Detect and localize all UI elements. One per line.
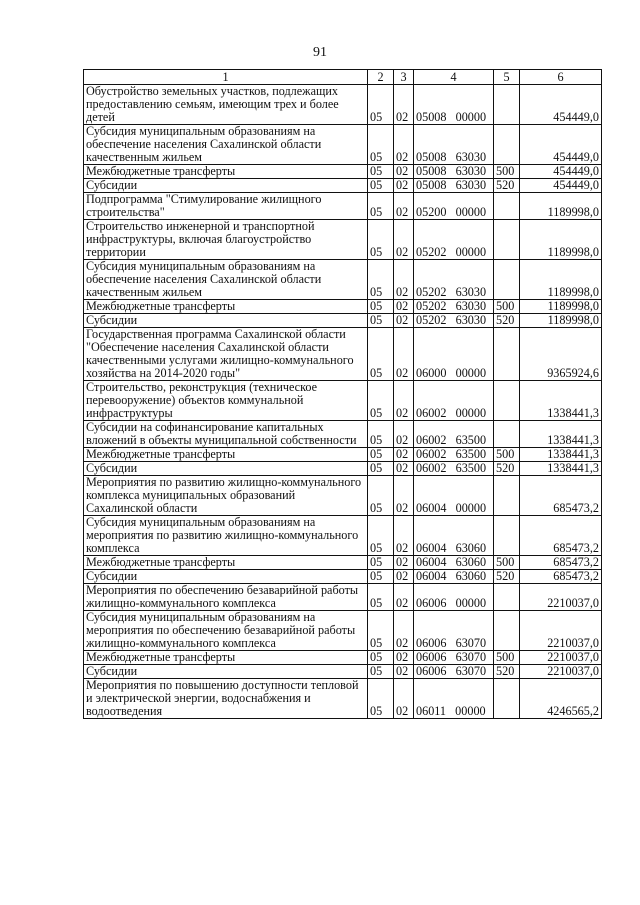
row-expense-type-code bbox=[494, 220, 520, 260]
row-name: Межбюджетные трансферты bbox=[84, 651, 368, 665]
row-target-article-code bbox=[414, 421, 494, 448]
row-target-article-code bbox=[414, 381, 494, 421]
row-expense-type-code: 520 bbox=[494, 665, 520, 679]
target-article-part-2: 63030 bbox=[455, 299, 487, 313]
target-article-part-1: 06006 bbox=[416, 596, 447, 610]
row-section-code: 05 bbox=[368, 611, 394, 651]
table-row bbox=[84, 611, 602, 651]
target-article-part-1: 05008 bbox=[416, 110, 447, 124]
target-article-part-2: 00000 bbox=[455, 501, 487, 515]
row-subsection-code: 02 bbox=[394, 448, 414, 462]
target-article-part-2: 63060 bbox=[455, 569, 487, 583]
row-amount: 1338441,3 bbox=[520, 448, 602, 462]
target-article-part-2: 00000 bbox=[455, 704, 486, 718]
row-amount: 685473,2 bbox=[520, 556, 602, 570]
row-amount: 2210037,0 bbox=[520, 584, 602, 611]
row-expense-type-code: 500 bbox=[494, 556, 520, 570]
header-col-1: 1 bbox=[84, 70, 368, 85]
table-row bbox=[84, 193, 602, 220]
target-article-part-1: 06004 bbox=[416, 555, 447, 569]
row-expense-type-code bbox=[494, 679, 520, 719]
row-name: Строительство, реконструкция (техническое перевооружение) объектов коммунальной инфраструктуры bbox=[84, 381, 368, 421]
row-section-code: 05 bbox=[368, 85, 394, 125]
row-name: Субсидии на софинансирование капитальных вложений в объекты муниципальной собственности bbox=[84, 421, 368, 448]
table-row bbox=[84, 584, 602, 611]
target-article-part-2: 00000 bbox=[455, 406, 487, 420]
row-section-code: 05 bbox=[368, 125, 394, 165]
row-subsection-code: 02 bbox=[394, 193, 414, 220]
row-target-article-code bbox=[414, 260, 494, 300]
row-target-article-code bbox=[414, 665, 494, 679]
table-row bbox=[84, 651, 602, 665]
table-row bbox=[84, 476, 602, 516]
row-name: Государственная программа Сахалинской области "Обеспечение населения Сахалинской области качественными услугами жилищно-коммунального хозяйства на 2014-2020 годы" bbox=[84, 328, 368, 381]
target-article-part-1: 06002 bbox=[416, 406, 447, 420]
row-section-code: 05 bbox=[368, 381, 394, 421]
row-target-article-code bbox=[414, 85, 494, 125]
row-expense-type-code bbox=[494, 328, 520, 381]
row-name: Межбюджетные трансферты bbox=[84, 165, 368, 179]
target-article-part-1: 06011 bbox=[416, 704, 447, 718]
table-row bbox=[84, 570, 602, 584]
row-subsection-code: 02 bbox=[394, 665, 414, 679]
row-target-article-code bbox=[414, 165, 494, 179]
row-expense-type-code: 520 bbox=[494, 179, 520, 193]
row-subsection-code: 02 bbox=[394, 611, 414, 651]
row-amount: 1338441,3 bbox=[520, 462, 602, 476]
page-number: 91 bbox=[313, 45, 327, 60]
row-amount: 2210037,0 bbox=[520, 651, 602, 665]
row-subsection-code: 02 bbox=[394, 260, 414, 300]
table-row bbox=[84, 314, 602, 328]
row-subsection-code: 02 bbox=[394, 300, 414, 314]
row-name: Субсидия муниципальным образованиям на обеспечение населения Сахалинской области качественным жильем bbox=[84, 260, 368, 300]
row-name: Мероприятия по развитию жилищно-коммунального комплекса муниципальных образований Сахалинской области bbox=[84, 476, 368, 516]
target-article-part-2: 63070 bbox=[455, 636, 487, 650]
row-section-code: 05 bbox=[368, 516, 394, 556]
target-article-part-2: 63060 bbox=[455, 555, 487, 569]
table-row bbox=[84, 300, 602, 314]
row-target-article-code bbox=[414, 570, 494, 584]
row-subsection-code: 02 bbox=[394, 328, 414, 381]
row-target-article-code bbox=[414, 193, 494, 220]
row-amount: 454449,0 bbox=[520, 165, 602, 179]
row-name: Обустройство земельных участков, подлежащих предоставлению семьям, имеющим трех и более детей bbox=[84, 85, 368, 125]
row-amount: 1338441,3 bbox=[520, 421, 602, 448]
row-amount: 685473,2 bbox=[520, 476, 602, 516]
row-section-code: 05 bbox=[368, 220, 394, 260]
header-col-2: 2 bbox=[368, 70, 394, 85]
target-article-part-2: 00000 bbox=[455, 110, 487, 124]
row-subsection-code: 02 bbox=[394, 556, 414, 570]
row-amount: 1189998,0 bbox=[520, 314, 602, 328]
target-article-part-1: 06006 bbox=[416, 636, 447, 650]
row-section-code: 05 bbox=[368, 421, 394, 448]
row-subsection-code: 02 bbox=[394, 651, 414, 665]
header-col-5: 5 bbox=[494, 70, 520, 85]
row-target-article-code bbox=[414, 328, 494, 381]
row-section-code: 05 bbox=[368, 584, 394, 611]
row-name: Субсидия муниципальным образованиям на обеспечение населения Сахалинской области качественным жильем bbox=[84, 125, 368, 165]
row-section-code: 05 bbox=[368, 651, 394, 665]
target-article-part-2: 63500 bbox=[455, 433, 487, 447]
target-article-part-1: 06000 bbox=[416, 366, 447, 380]
row-subsection-code: 02 bbox=[394, 220, 414, 260]
target-article-part-2: 00000 bbox=[455, 205, 487, 219]
row-subsection-code: 02 bbox=[394, 314, 414, 328]
table-row bbox=[84, 665, 602, 679]
target-article-part-2: 63500 bbox=[455, 447, 487, 461]
table-row bbox=[84, 125, 602, 165]
target-article-part-1: 05202 bbox=[416, 245, 447, 259]
row-target-article-code bbox=[414, 476, 494, 516]
row-expense-type-code bbox=[494, 516, 520, 556]
row-name: Субсидии bbox=[84, 462, 368, 476]
row-expense-type-code: 500 bbox=[494, 300, 520, 314]
row-amount: 685473,2 bbox=[520, 516, 602, 556]
row-section-code: 05 bbox=[368, 462, 394, 476]
row-name: Субсидии bbox=[84, 314, 368, 328]
target-article-part-2: 00000 bbox=[455, 596, 487, 610]
target-article-part-2: 63030 bbox=[455, 313, 487, 327]
target-article-part-2: 63030 bbox=[455, 164, 487, 178]
row-expense-type-code bbox=[494, 193, 520, 220]
row-expense-type-code: 500 bbox=[494, 448, 520, 462]
row-section-code: 05 bbox=[368, 476, 394, 516]
target-article-part-2: 63070 bbox=[455, 650, 487, 664]
row-expense-type-code bbox=[494, 584, 520, 611]
row-subsection-code: 02 bbox=[394, 584, 414, 611]
row-section-code: 05 bbox=[368, 665, 394, 679]
row-section-code: 05 bbox=[368, 314, 394, 328]
row-expense-type-code: 520 bbox=[494, 570, 520, 584]
row-target-article-code bbox=[414, 220, 494, 260]
row-amount: 454449,0 bbox=[520, 125, 602, 165]
row-expense-type-code: 500 bbox=[494, 651, 520, 665]
row-subsection-code: 02 bbox=[394, 165, 414, 179]
table-row bbox=[84, 179, 602, 193]
row-name: Субсидия муниципальным образованиям на мероприятия по обеспечению безаварийной работы жилищно-коммунального комплекса bbox=[84, 611, 368, 651]
row-subsection-code: 02 bbox=[394, 516, 414, 556]
row-target-article-code bbox=[414, 300, 494, 314]
target-article-part-1: 05202 bbox=[416, 285, 447, 299]
row-target-article-code bbox=[414, 462, 494, 476]
row-subsection-code: 02 bbox=[394, 125, 414, 165]
row-section-code: 05 bbox=[368, 328, 394, 381]
row-section-code: 05 bbox=[368, 193, 394, 220]
table-row bbox=[84, 85, 602, 125]
header-col-4: 4 bbox=[414, 70, 494, 85]
row-subsection-code: 02 bbox=[394, 476, 414, 516]
row-name: Мероприятия по повышению доступности тепловой и электрической энергии, водоснабжения и водоотведения bbox=[84, 679, 368, 719]
row-name: Межбюджетные трансферты bbox=[84, 556, 368, 570]
row-target-article-code bbox=[414, 651, 494, 665]
row-target-article-code bbox=[414, 179, 494, 193]
row-target-article-code bbox=[414, 611, 494, 651]
row-target-article-code bbox=[414, 516, 494, 556]
target-article-part-1: 06006 bbox=[416, 650, 447, 664]
table-header-row bbox=[84, 70, 602, 85]
target-article-part-1: 05202 bbox=[416, 313, 447, 327]
row-subsection-code: 02 bbox=[394, 679, 414, 719]
row-expense-type-code: 520 bbox=[494, 462, 520, 476]
row-amount: 1189998,0 bbox=[520, 260, 602, 300]
row-expense-type-code bbox=[494, 85, 520, 125]
row-subsection-code: 02 bbox=[394, 570, 414, 584]
target-article-part-2: 63030 bbox=[455, 150, 487, 164]
row-section-code: 05 bbox=[368, 556, 394, 570]
row-expense-type-code bbox=[494, 421, 520, 448]
target-article-part-1: 05008 bbox=[416, 178, 447, 192]
table-row bbox=[84, 516, 602, 556]
target-article-part-2: 00000 bbox=[455, 366, 487, 380]
row-name: Межбюджетные трансферты bbox=[84, 448, 368, 462]
table-row bbox=[84, 328, 602, 381]
row-section-code: 05 bbox=[368, 570, 394, 584]
target-article-part-2: 63060 bbox=[455, 541, 487, 555]
row-subsection-code: 02 bbox=[394, 381, 414, 421]
row-section-code: 05 bbox=[368, 165, 394, 179]
row-target-article-code bbox=[414, 556, 494, 570]
row-amount: 9365924,6 bbox=[520, 328, 602, 381]
target-article-part-1: 06004 bbox=[416, 501, 447, 515]
row-target-article-code bbox=[414, 448, 494, 462]
row-section-code: 05 bbox=[368, 679, 394, 719]
row-target-article-code bbox=[414, 584, 494, 611]
row-amount: 2210037,0 bbox=[520, 611, 602, 651]
table-row bbox=[84, 556, 602, 570]
header-col-6: 6 bbox=[520, 70, 602, 85]
budget-table bbox=[83, 69, 602, 719]
row-name: Межбюджетные трансферты bbox=[84, 300, 368, 314]
row-subsection-code: 02 bbox=[394, 179, 414, 193]
row-amount: 454449,0 bbox=[520, 179, 602, 193]
target-article-part-1: 06002 bbox=[416, 461, 447, 475]
row-expense-type-code bbox=[494, 476, 520, 516]
row-name: Строительство инженерной и транспортной инфраструктуры, включая благоустройство территории bbox=[84, 220, 368, 260]
table-body bbox=[84, 85, 602, 719]
target-article-part-1: 05008 bbox=[416, 150, 447, 164]
target-article-part-2: 63070 bbox=[455, 664, 487, 678]
target-article-part-1: 06002 bbox=[416, 433, 447, 447]
row-target-article-code bbox=[414, 679, 494, 719]
table-row bbox=[84, 462, 602, 476]
target-article-part-2: 63030 bbox=[455, 285, 487, 299]
target-article-part-1: 05202 bbox=[416, 299, 447, 313]
row-name: Мероприятия по обеспечению безаварийной работы жилищно-коммунального комплекса bbox=[84, 584, 368, 611]
row-expense-type-code bbox=[494, 381, 520, 421]
row-subsection-code: 02 bbox=[394, 421, 414, 448]
row-amount: 1338441,3 bbox=[520, 381, 602, 421]
row-expense-type-code bbox=[494, 611, 520, 651]
row-name: Субсидии bbox=[84, 665, 368, 679]
row-amount: 1189998,0 bbox=[520, 300, 602, 314]
table-row bbox=[84, 165, 602, 179]
target-article-part-1: 06004 bbox=[416, 541, 447, 555]
target-article-part-1: 05200 bbox=[416, 205, 447, 219]
row-name: Субсидии bbox=[84, 570, 368, 584]
row-target-article-code bbox=[414, 314, 494, 328]
row-amount: 685473,2 bbox=[520, 570, 602, 584]
row-amount: 1189998,0 bbox=[520, 220, 602, 260]
target-article-part-1: 06004 bbox=[416, 569, 447, 583]
row-subsection-code: 02 bbox=[394, 462, 414, 476]
row-section-code: 05 bbox=[368, 260, 394, 300]
target-article-part-2: 63500 bbox=[455, 461, 487, 475]
row-amount: 454449,0 bbox=[520, 85, 602, 125]
row-expense-type-code bbox=[494, 260, 520, 300]
row-name: Подпрограмма "Стимулирование жилищного строительства" bbox=[84, 193, 368, 220]
row-expense-type-code: 500 bbox=[494, 165, 520, 179]
row-name: Субсидия муниципальным образованиям на мероприятия по развитию жилищно-коммунального комплекса bbox=[84, 516, 368, 556]
row-amount: 2210037,0 bbox=[520, 665, 602, 679]
row-subsection-code: 02 bbox=[394, 85, 414, 125]
row-amount: 1189998,0 bbox=[520, 193, 602, 220]
table-row bbox=[84, 220, 602, 260]
target-article-part-2: 63030 bbox=[455, 178, 487, 192]
row-amount: 4246565,2 bbox=[520, 679, 602, 719]
row-section-code: 05 bbox=[368, 179, 394, 193]
target-article-part-1: 05008 bbox=[416, 164, 447, 178]
row-section-code: 05 bbox=[368, 448, 394, 462]
row-expense-type-code: 520 bbox=[494, 314, 520, 328]
target-article-part-2: 00000 bbox=[455, 245, 487, 259]
table-row bbox=[84, 260, 602, 300]
target-article-part-1: 06006 bbox=[416, 664, 447, 678]
row-name: Субсидии bbox=[84, 179, 368, 193]
row-target-article-code bbox=[414, 125, 494, 165]
table-row bbox=[84, 421, 602, 448]
table-row bbox=[84, 679, 602, 719]
row-expense-type-code bbox=[494, 125, 520, 165]
header-col-3: 3 bbox=[394, 70, 414, 85]
target-article-part-1: 06002 bbox=[416, 447, 447, 461]
row-section-code: 05 bbox=[368, 300, 394, 314]
table-row bbox=[84, 448, 602, 462]
table-row bbox=[84, 381, 602, 421]
